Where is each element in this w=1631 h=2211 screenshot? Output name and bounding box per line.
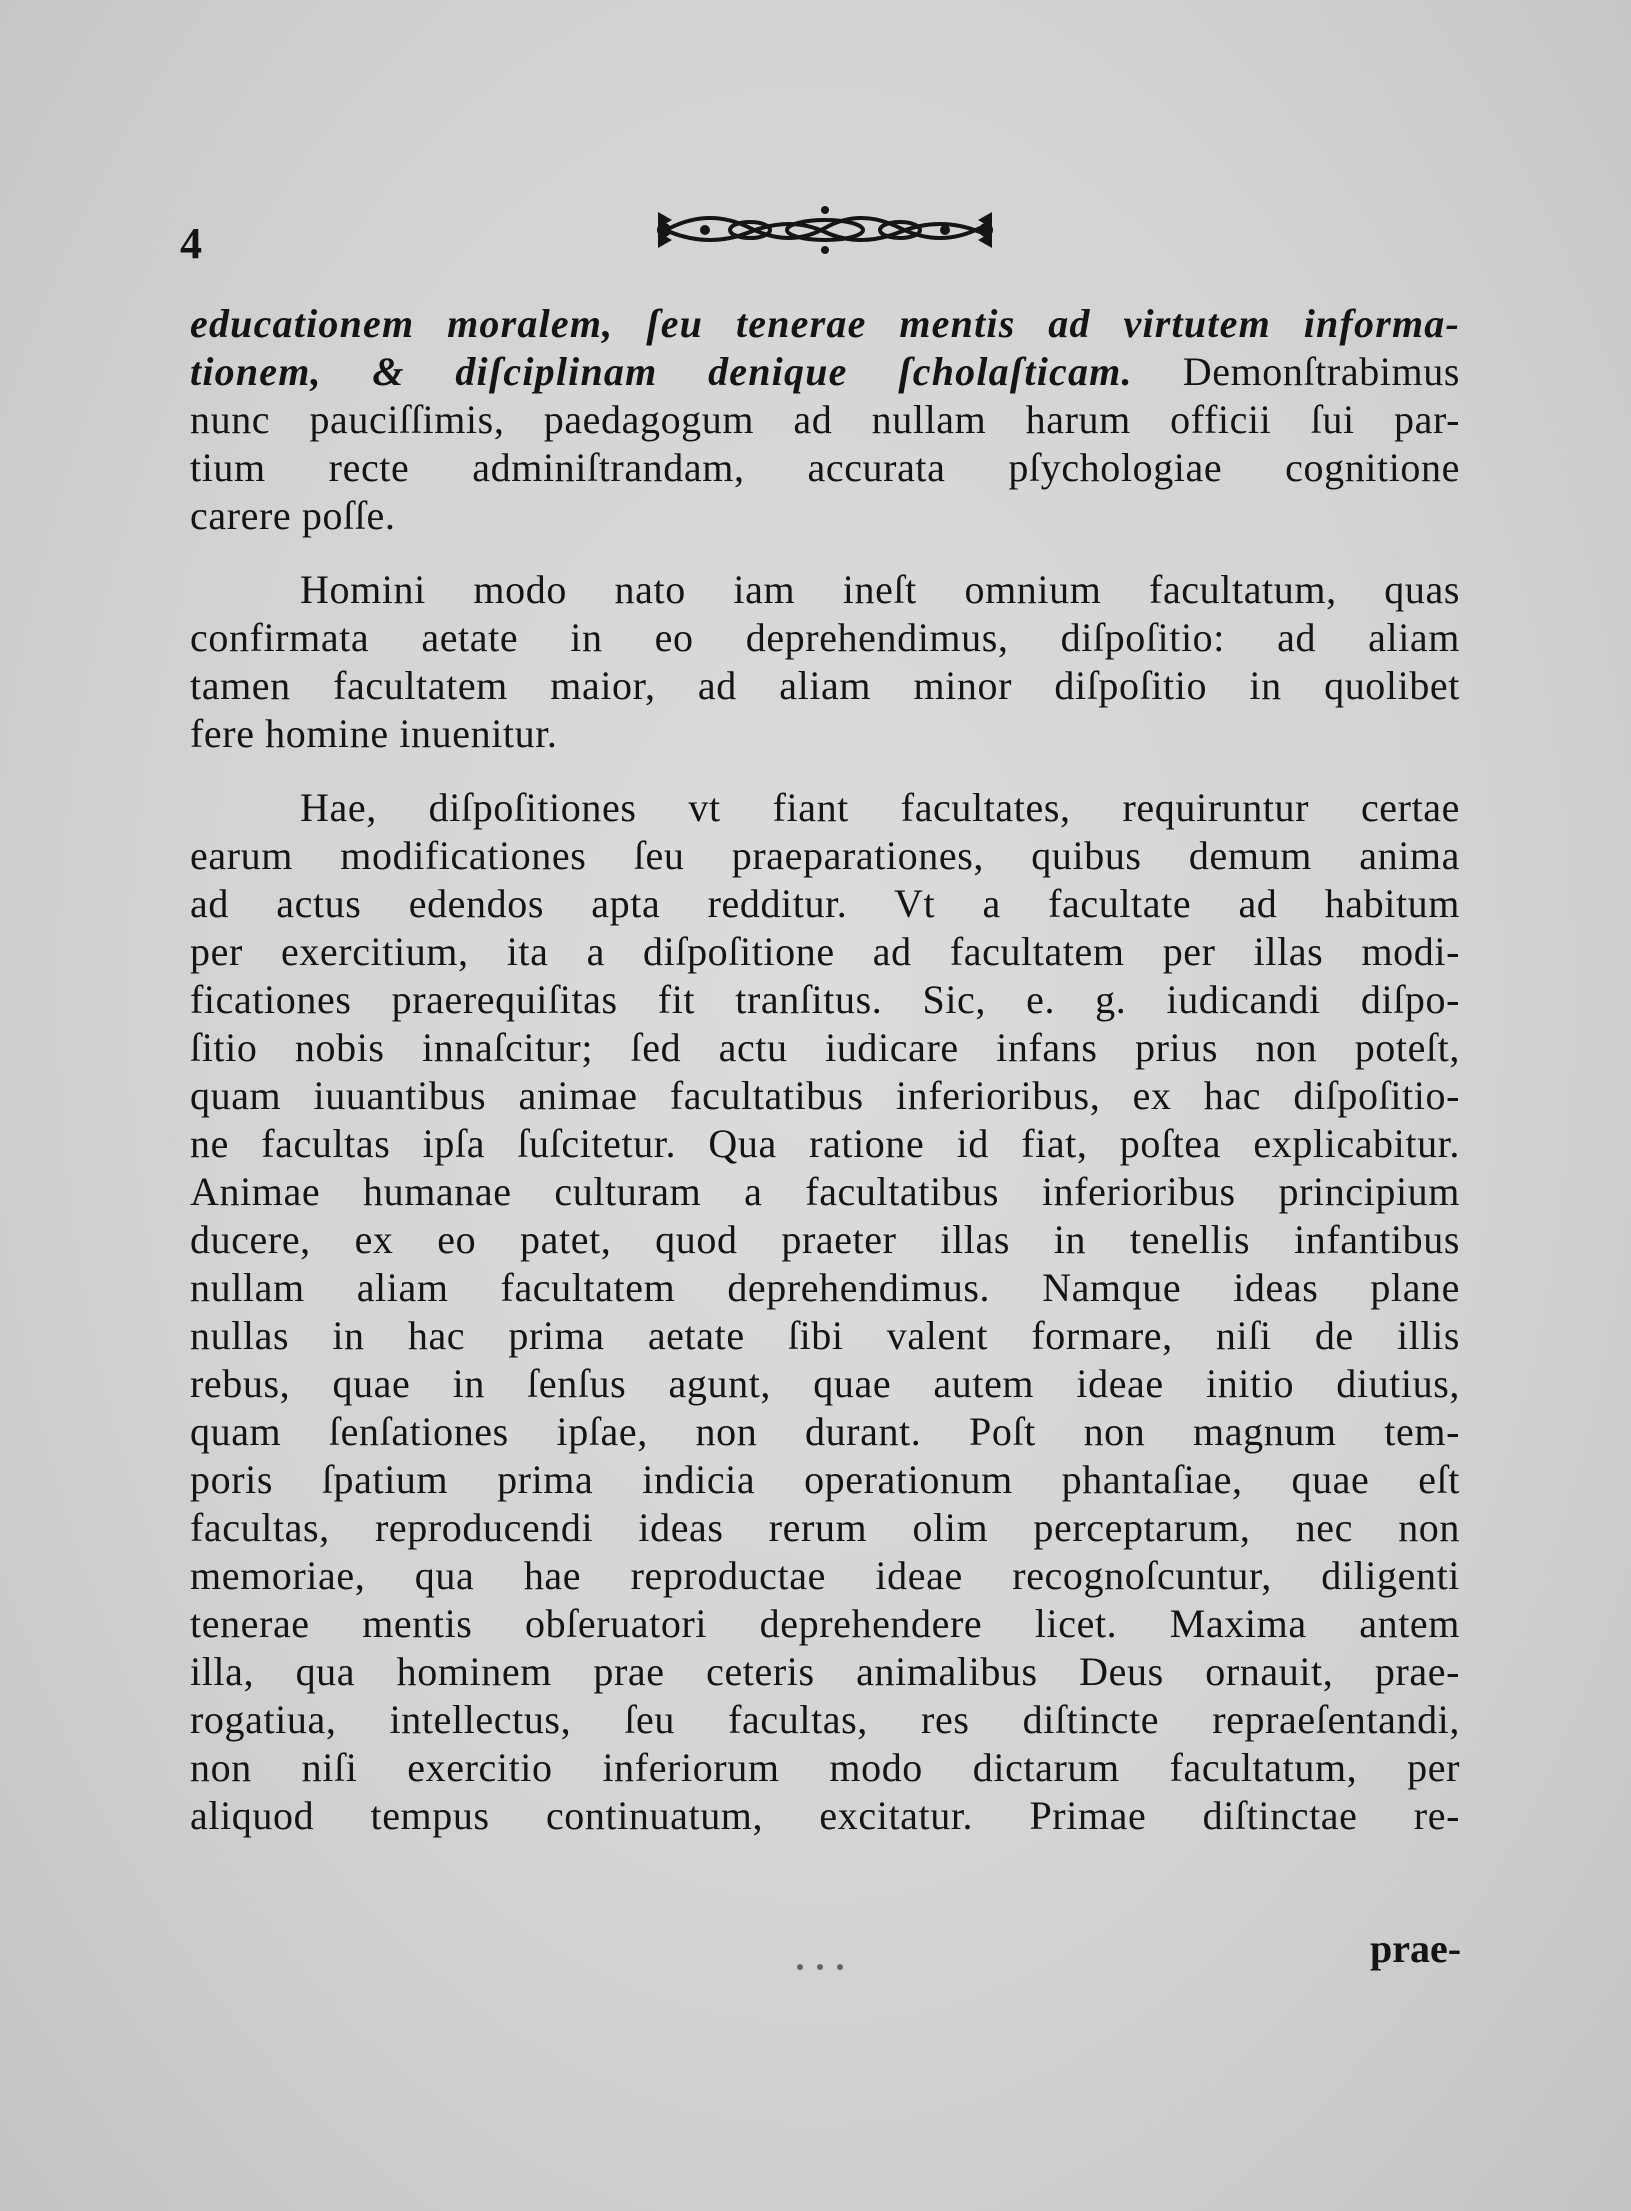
text-line [190,1696,1460,1744]
text-segment: poris ſpatium prima indicia operationum phantaſiae, quae eſt [190,1457,1460,1502]
text-line [190,1360,1460,1408]
text-line [190,976,1460,1024]
text-line [190,1792,1460,1840]
text-line [190,928,1460,976]
text-segment: Animae humanae culturam a facultatibus inferioribus principium [190,1169,1460,1214]
text-line [190,1264,1460,1312]
text-segment: Demonſtrabimus [1132,349,1460,394]
text-segment: rogatiua, intellectus, ſeu facultas, res diſtincte repraeſentandi, [190,1697,1460,1742]
text-segment: tium recte adminiſtrandam, accurata pſychologiae cognitione [190,445,1460,490]
text-line [190,396,1460,444]
text-line [190,662,1460,710]
text-line [190,300,1460,348]
text-segment: fere homine inuenitur. [190,711,558,756]
text-segment: rebus, quae in ſenſus agunt, quae autem ideae initio diutius, [190,1361,1460,1406]
text-segment: tamen facultatem maior, ad aliam minor diſpoſitio in quolibet [190,663,1460,708]
page-number: 4 [180,219,202,268]
text-segment: ducere, ex eo patet, quod praeter illas in tenellis infantibus [190,1217,1460,1262]
text-segment: nullam aliam facultatem deprehendimus. Namque ideas plane [190,1265,1460,1310]
text-segment: ficationes praerequiſitas fit tranſitus. Sic, e. g. iudicandi diſpo- [190,977,1460,1022]
text-segment: Homini modo nato iam ineſt omnium facultatum, quas [300,567,1460,612]
text-line [190,784,1460,832]
text-line [190,1312,1460,1360]
text-segment: ad actus edendos apta redditur. Vt a facultate ad habitum [190,881,1460,926]
text-segment: carere poſſe. [190,493,396,538]
text-segment: ne facultas ipſa ſuſcitetur. Qua ratione id fiat, poſtea explicabitur. [190,1121,1460,1166]
text-line [190,1168,1460,1216]
text-line [190,1024,1460,1072]
text-segment: quam iuuantibus animae facultatibus inferioribus, ex hac diſpoſitio- [190,1073,1460,1118]
text-segment: Hae, diſpoſitiones vt fiant facultates, requiruntur certae [300,785,1460,830]
text-segment: nunc pauciſſimis, paedagogum ad nullam harum officii ſui par- [190,397,1460,442]
text-segment: facultas, reproducendi ideas rerum olim perceptarum, nec non [190,1505,1460,1550]
text-segment: nullas in hac prima aetate ſibi valent formare, niſi de illis [190,1313,1460,1358]
text-line [190,614,1460,662]
text-segment: tenerae mentis obſeruatori deprehendere licet. Maxima antem [190,1601,1460,1646]
text-line [190,1072,1460,1120]
text-line [190,1504,1460,1552]
text-line [190,710,1460,758]
text-segment: illa, qua hominem prae ceteris animalibus Deus ornauit, prae- [190,1649,1460,1694]
text-line [190,1552,1460,1600]
text-segment: earum modificationes ſeu praeparationes, quibus demum anima [190,833,1460,878]
italic-segment: tionem, & diſciplinam denique ſcholaſticam. [190,349,1133,394]
text-line [190,832,1460,880]
decorative-ornament-icon [650,198,1000,258]
text-segment: non niſi exercitio inferiorum modo dictarum facultatum, per [190,1745,1460,1790]
body-text [190,300,1460,1840]
text-segment: aliquod tempus continuatum, excitatur. Primae diſtinctae re- [190,1793,1460,1838]
text-segment: quam ſenſationes ipſae, non durant. Poſt non magnum tem- [190,1409,1460,1454]
text-line [190,348,1460,396]
text-line [190,1216,1460,1264]
catchword: prae- [1370,1926,1462,1971]
text-line [190,1120,1460,1168]
text-line [190,444,1460,492]
text-segment: ſitio nobis innaſcitur; ſed actu iudicare infans prius non poteſt, [190,1025,1460,1070]
signature-mark-icon [790,1960,850,1974]
text-line [190,1648,1460,1696]
text-line [190,492,1460,540]
text-line [190,1744,1460,1792]
text-line [190,1456,1460,1504]
italic-segment: educationem moralem, ſeu tenerae mentis ad virtutem informa- [190,301,1460,346]
text-line [190,1408,1460,1456]
text-line [190,566,1460,614]
text-line [190,880,1460,928]
text-line [190,1600,1460,1648]
text-segment: memoriae, qua hae reproductae ideae recognoſcuntur, diligenti [190,1553,1460,1598]
text-segment: per exercitium, ita a diſpoſitione ad facultatem per illas modi- [190,929,1460,974]
text-segment: confirmata aetate in eo deprehendimus, diſpoſitio: ad aliam [190,615,1460,660]
